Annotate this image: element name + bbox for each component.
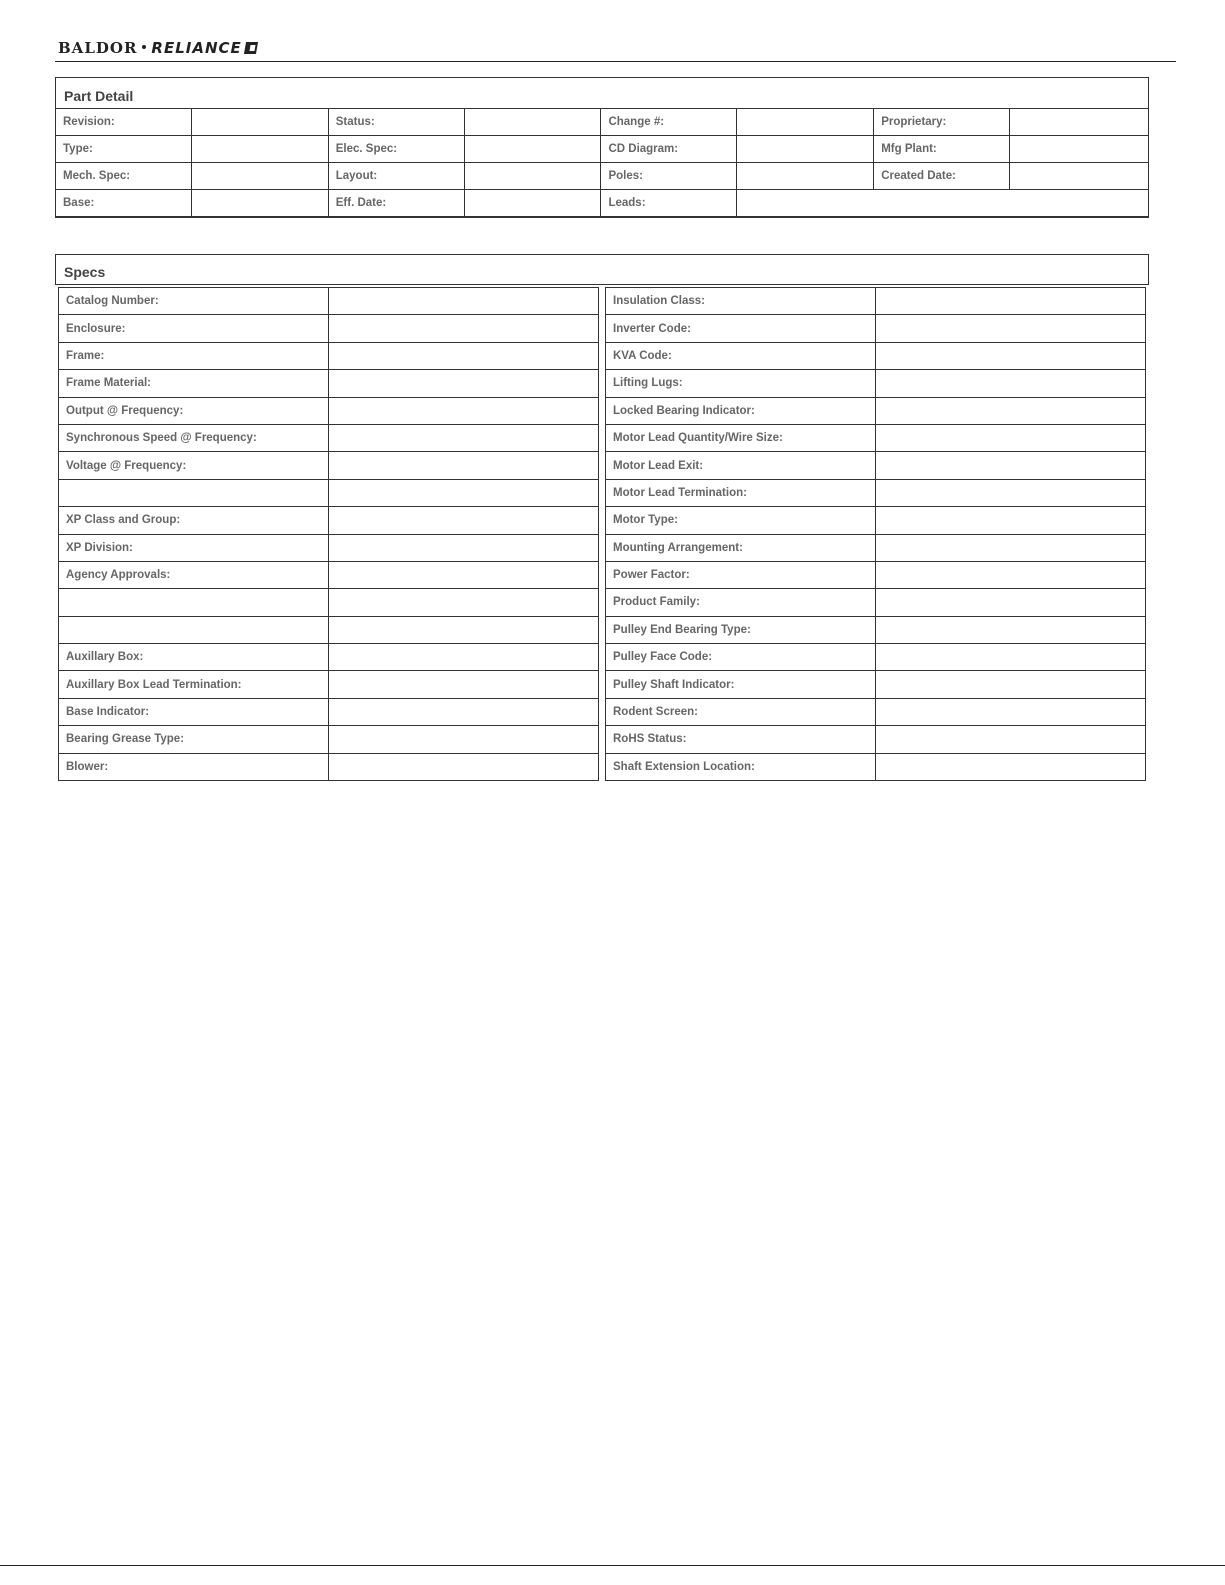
field-label: Created Date: <box>874 163 1010 190</box>
spec-label: XP Class and Group: <box>59 507 329 534</box>
specs-title: Specs <box>64 264 106 280</box>
spec-value <box>328 644 598 671</box>
spec-row <box>59 644 599 671</box>
spec-row <box>606 452 1146 479</box>
spec-row <box>59 698 599 725</box>
spec-row <box>59 561 599 588</box>
spec-row <box>59 616 599 643</box>
specs-left-table <box>58 287 599 781</box>
field-label: Proprietary: <box>874 109 1010 136</box>
field-label: Elec. Spec: <box>328 136 464 163</box>
field-label: Type: <box>56 136 192 163</box>
field-label: Poles: <box>601 163 737 190</box>
part-detail-row <box>56 163 1149 190</box>
spec-value <box>875 342 1145 369</box>
spec-value <box>328 315 598 342</box>
spec-label: KVA Code: <box>606 342 876 369</box>
spec-value <box>875 397 1145 424</box>
spec-value <box>875 288 1145 315</box>
spec-label: Motor Lead Quantity/Wire Size: <box>606 424 876 451</box>
spec-row <box>606 370 1146 397</box>
spec-label: Mounting Arrangement: <box>606 534 876 561</box>
brand-logo <box>58 40 257 56</box>
part-detail-row <box>56 109 1149 136</box>
spec-label: Output @ Frequency: <box>59 397 329 424</box>
field-value <box>737 136 874 163</box>
spec-value <box>875 616 1145 643</box>
spec-row <box>59 589 599 616</box>
spec-value <box>328 342 598 369</box>
spec-value <box>328 698 598 725</box>
field-label: Mfg Plant: <box>874 136 1010 163</box>
specs-section <box>55 254 1149 285</box>
spec-row <box>606 288 1146 315</box>
spec-value <box>875 698 1145 725</box>
part-detail-table <box>55 108 1149 217</box>
spec-label: Base Indicator: <box>59 698 329 725</box>
spec-label: Motor Lead Exit: <box>606 452 876 479</box>
field-value <box>737 163 874 190</box>
brand-name-part2: RELIANCE <box>151 39 242 57</box>
spec-row <box>59 753 599 780</box>
spec-label: Blower: <box>59 753 329 780</box>
spec-label: XP Division: <box>59 534 329 561</box>
spec-row <box>59 397 599 424</box>
field-label: Revision: <box>56 109 192 136</box>
spec-label: Agency Approvals: <box>59 561 329 588</box>
field-label: Mech. Spec: <box>56 163 192 190</box>
spec-label <box>59 479 329 506</box>
spec-value <box>875 753 1145 780</box>
field-label: Change #: <box>601 109 737 136</box>
spec-value <box>328 616 598 643</box>
spec-value <box>328 589 598 616</box>
spec-value <box>875 726 1145 753</box>
spec-value <box>875 671 1145 698</box>
spec-row <box>606 534 1146 561</box>
spec-value <box>328 671 598 698</box>
spec-label: Frame Material: <box>59 370 329 397</box>
spec-value <box>328 370 598 397</box>
spec-value <box>328 726 598 753</box>
spec-row <box>59 507 599 534</box>
specs-right-table <box>605 287 1146 781</box>
spec-row <box>606 753 1146 780</box>
spec-value <box>875 507 1145 534</box>
spec-label: Pulley End Bearing Type: <box>606 616 876 643</box>
spec-label: Motor Type: <box>606 507 876 534</box>
spec-label: Bearing Grease Type: <box>59 726 329 753</box>
spec-label: Auxillary Box Lead Termination: <box>59 671 329 698</box>
spec-row <box>59 315 599 342</box>
spec-value <box>328 753 598 780</box>
spec-label: Locked Bearing Indicator: <box>606 397 876 424</box>
field-label: Layout: <box>328 163 464 190</box>
header-divider <box>55 61 1176 62</box>
spec-value <box>328 534 598 561</box>
field-value <box>1010 163 1149 190</box>
spec-label <box>59 589 329 616</box>
field-value <box>464 136 601 163</box>
field-value <box>464 190 601 217</box>
field-value <box>737 109 874 136</box>
spec-value <box>328 452 598 479</box>
spec-row <box>606 616 1146 643</box>
field-label: Leads: <box>601 190 737 217</box>
brand-name-part1: BALDOR <box>58 39 138 57</box>
spec-row <box>606 424 1146 451</box>
spec-value <box>875 589 1145 616</box>
field-label: Base: <box>56 190 192 217</box>
spec-row <box>59 370 599 397</box>
field-label: CD Diagram: <box>601 136 737 163</box>
spec-label: Frame: <box>59 342 329 369</box>
part-detail-row <box>56 136 1149 163</box>
spec-value <box>875 534 1145 561</box>
spec-label: Product Family: <box>606 589 876 616</box>
spec-value <box>328 424 598 451</box>
spec-label: Lifting Lugs: <box>606 370 876 397</box>
field-value <box>464 163 601 190</box>
spec-row <box>606 561 1146 588</box>
spec-value <box>875 452 1145 479</box>
footer-divider <box>0 1565 1225 1566</box>
spec-row <box>606 644 1146 671</box>
field-value <box>191 190 328 217</box>
spec-value <box>328 397 598 424</box>
spec-value <box>875 315 1145 342</box>
spec-label: Pulley Face Code: <box>606 644 876 671</box>
spec-label: Inverter Code: <box>606 315 876 342</box>
field-value <box>737 190 1149 217</box>
spec-row <box>606 726 1146 753</box>
spec-label: Enclosure: <box>59 315 329 342</box>
spec-value <box>875 479 1145 506</box>
spec-label <box>59 616 329 643</box>
spec-row <box>606 698 1146 725</box>
spec-row <box>59 424 599 451</box>
spec-value <box>328 507 598 534</box>
field-label: Status: <box>328 109 464 136</box>
spec-row <box>606 397 1146 424</box>
spec-value <box>328 288 598 315</box>
spec-row <box>606 589 1146 616</box>
spec-label: Insulation Class: <box>606 288 876 315</box>
spec-row <box>59 342 599 369</box>
spec-value <box>875 561 1145 588</box>
spec-label: Power Factor: <box>606 561 876 588</box>
spec-value <box>328 561 598 588</box>
spec-row <box>606 479 1146 506</box>
spec-label: Rodent Screen: <box>606 698 876 725</box>
spec-value <box>328 479 598 506</box>
part-detail-row <box>56 190 1149 217</box>
spec-row <box>59 726 599 753</box>
spec-row <box>606 671 1146 698</box>
spec-row <box>59 479 599 506</box>
spec-label: Shaft Extension Location: <box>606 753 876 780</box>
brand-dot-icon <box>142 45 146 49</box>
spec-row <box>606 507 1146 534</box>
spec-row <box>59 671 599 698</box>
brand-mark-icon <box>244 42 258 54</box>
spec-value <box>875 644 1145 671</box>
spec-label: RoHS Status: <box>606 726 876 753</box>
spec-row <box>606 342 1146 369</box>
spec-label: Pulley Shaft Indicator: <box>606 671 876 698</box>
field-value <box>1010 136 1149 163</box>
spec-value <box>875 424 1145 451</box>
field-value <box>191 163 328 190</box>
spec-label: Motor Lead Termination: <box>606 479 876 506</box>
field-value <box>464 109 601 136</box>
spec-row <box>59 534 599 561</box>
spec-label: Catalog Number: <box>59 288 329 315</box>
field-value <box>191 136 328 163</box>
spec-label: Synchronous Speed @ Frequency: <box>59 424 329 451</box>
spec-row <box>59 288 599 315</box>
field-label: Eff. Date: <box>328 190 464 217</box>
field-value <box>191 109 328 136</box>
spec-label: Voltage @ Frequency: <box>59 452 329 479</box>
part-detail-title: Part Detail <box>64 88 134 104</box>
field-value <box>1010 109 1149 136</box>
spec-value <box>875 370 1145 397</box>
spec-row <box>59 452 599 479</box>
spec-label: Auxillary Box: <box>59 644 329 671</box>
spec-row <box>606 315 1146 342</box>
